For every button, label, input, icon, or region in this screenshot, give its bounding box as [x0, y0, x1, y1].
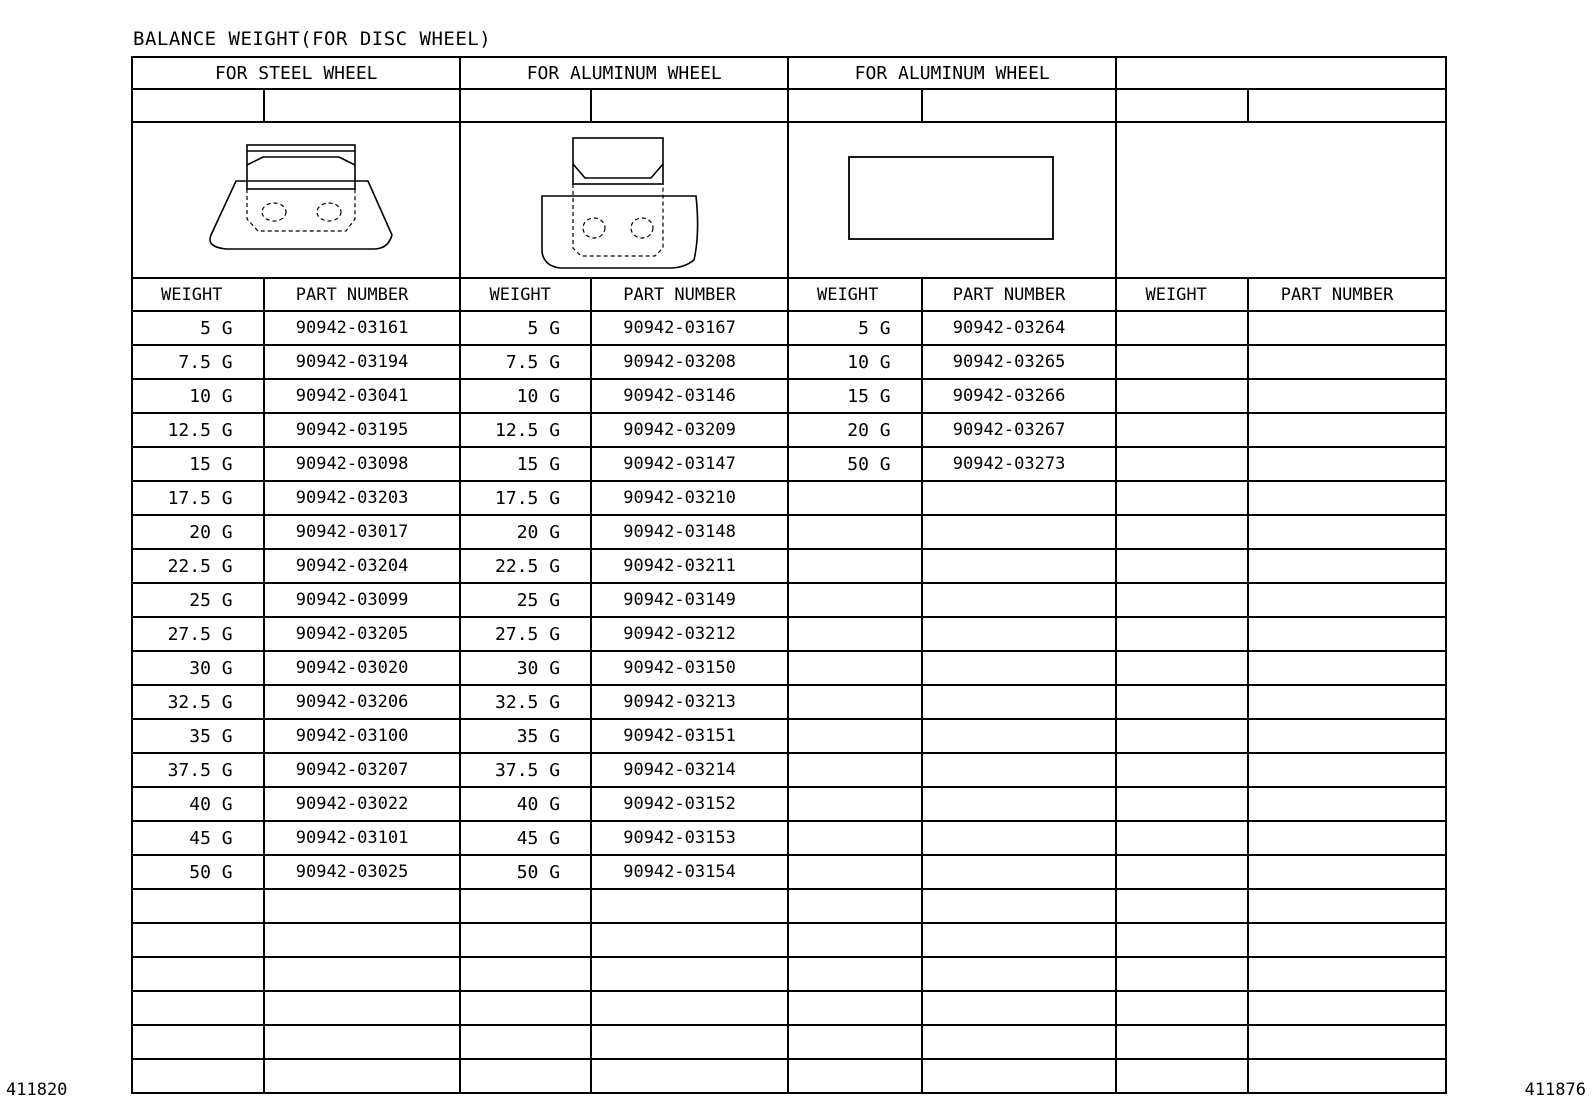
- weight-cell: 27.5 G: [132, 617, 264, 651]
- weight-cell: 5 G: [132, 311, 264, 345]
- part-number-cell: 90942-03100: [264, 719, 461, 753]
- column-header-row: [132, 278, 1446, 311]
- part-number-cell: [1248, 447, 1446, 481]
- part-number-cell: 90942-03203: [264, 481, 461, 515]
- part-number-cell: 90942-03025: [264, 855, 461, 889]
- adhesive-weight-illustration: [847, 155, 1057, 245]
- table-row: [132, 923, 1446, 957]
- weight-cell: [788, 583, 922, 617]
- col-header-part-number: PART NUMBER: [264, 278, 461, 311]
- table-row: [132, 515, 1446, 549]
- section-header-row: [132, 57, 1446, 89]
- weight-cell: 7.5 G: [132, 345, 264, 379]
- weight-cell: 40 G: [132, 787, 264, 821]
- blank-cell: [132, 89, 264, 122]
- weight-cell: [1116, 685, 1248, 719]
- part-number-cell: 90942-03208: [591, 345, 788, 379]
- weight-cell: 35 G: [132, 719, 264, 753]
- weight-cell: [460, 957, 591, 991]
- weight-cell: [1116, 787, 1248, 821]
- weight-cell: [132, 957, 264, 991]
- part-number-cell: [1248, 957, 1446, 991]
- weight-cell: 50 G: [788, 447, 922, 481]
- part-number-cell: [1248, 1025, 1446, 1059]
- weight-cell: 10 G: [788, 345, 922, 379]
- weight-cell: 20 G: [460, 515, 591, 549]
- table-row: [132, 311, 1446, 345]
- weight-cell: [460, 1059, 591, 1093]
- part-number-cell: [922, 991, 1117, 1025]
- part-number-cell: [591, 889, 788, 923]
- weight-cell: [1116, 889, 1248, 923]
- table-row: [132, 753, 1446, 787]
- weight-cell: [1116, 549, 1248, 583]
- weight-cell: 5 G: [788, 311, 922, 345]
- weight-cell: [460, 923, 591, 957]
- aluminum-weight-illustration-cell: [460, 122, 787, 278]
- part-number-cell: [591, 957, 788, 991]
- part-number-cell: 90942-03206: [264, 685, 461, 719]
- aluminum-clip-weight-illustration: [534, 130, 714, 270]
- weight-cell: [1116, 923, 1248, 957]
- part-number-cell: 90942-03022: [264, 787, 461, 821]
- weight-cell: [1116, 651, 1248, 685]
- steel-clip-weight-illustration: [196, 135, 396, 265]
- part-number-cell: [922, 651, 1117, 685]
- weight-cell: 15 G: [788, 379, 922, 413]
- part-number-cell: [1248, 413, 1446, 447]
- part-number-cell: 90942-03207: [264, 753, 461, 787]
- part-number-cell: [922, 549, 1117, 583]
- weight-cell: [788, 515, 922, 549]
- table-row: [132, 379, 1446, 413]
- part-number-cell: 90942-03267: [922, 413, 1117, 447]
- weight-cell: [1116, 753, 1248, 787]
- weight-cell: 10 G: [460, 379, 591, 413]
- part-number-cell: [1248, 821, 1446, 855]
- part-number-cell: 90942-03017: [264, 515, 461, 549]
- weight-cell: 45 G: [132, 821, 264, 855]
- weight-cell: 25 G: [132, 583, 264, 617]
- weight-cell: 30 G: [132, 651, 264, 685]
- col-header-weight: WEIGHT: [1116, 278, 1248, 311]
- part-number-cell: 90942-03265: [922, 345, 1117, 379]
- weight-cell: [460, 1025, 591, 1059]
- part-number-cell: [264, 923, 461, 957]
- drawing-code-left: 411820: [6, 1080, 68, 1100]
- part-number-cell: 90942-03020: [264, 651, 461, 685]
- weight-cell: 12.5 G: [132, 413, 264, 447]
- weight-cell: 22.5 G: [460, 549, 591, 583]
- part-number-cell: 90942-03151: [591, 719, 788, 753]
- weight-cell: 35 G: [460, 719, 591, 753]
- part-number-cell: [264, 957, 461, 991]
- weight-cell: 30 G: [460, 651, 591, 685]
- blank-cell: [1248, 89, 1446, 122]
- table-row: [132, 889, 1446, 923]
- weight-cell: [1116, 311, 1248, 345]
- part-number-cell: [922, 583, 1117, 617]
- part-number-cell: [1248, 583, 1446, 617]
- col-header-part-number: PART NUMBER: [591, 278, 788, 311]
- weight-cell: [1116, 447, 1248, 481]
- weight-cell: 17.5 G: [132, 481, 264, 515]
- weight-cell: 15 G: [460, 447, 591, 481]
- part-number-cell: [264, 1059, 461, 1093]
- section-header-aluminum-1: FOR ALUMINUM WHEEL: [460, 57, 787, 89]
- part-number-cell: [264, 889, 461, 923]
- blank-subheader-row: [132, 89, 1446, 122]
- weight-cell: [788, 1025, 922, 1059]
- part-number-cell: [1248, 889, 1446, 923]
- weight-cell: [132, 889, 264, 923]
- part-number-cell: 90942-03204: [264, 549, 461, 583]
- part-number-cell: 90942-03153: [591, 821, 788, 855]
- weight-cell: [788, 787, 922, 821]
- part-number-cell: [1248, 345, 1446, 379]
- part-number-cell: 90942-03099: [264, 583, 461, 617]
- weight-cell: [1116, 583, 1248, 617]
- table-row: [132, 413, 1446, 447]
- table-row: [132, 719, 1446, 753]
- part-number-cell: [1248, 923, 1446, 957]
- weight-cell: [1116, 413, 1248, 447]
- part-number-cell: [1248, 549, 1446, 583]
- weight-cell: [132, 923, 264, 957]
- weight-cell: [1116, 957, 1248, 991]
- illustration-row: [132, 122, 1446, 278]
- weight-cell: [1116, 345, 1248, 379]
- weight-cell: 22.5 G: [132, 549, 264, 583]
- part-number-cell: [922, 1059, 1117, 1093]
- part-number-cell: 90942-03264: [922, 311, 1117, 345]
- part-number-cell: [591, 1059, 788, 1093]
- weight-cell: [132, 1025, 264, 1059]
- part-number-cell: 90942-03150: [591, 651, 788, 685]
- empty-illustration-cell: [1116, 122, 1446, 278]
- weight-cell: [1116, 991, 1248, 1025]
- blank-cell: [460, 89, 591, 122]
- part-number-cell: [922, 515, 1117, 549]
- table-row: [132, 447, 1446, 481]
- part-number-cell: [1248, 617, 1446, 651]
- weight-cell: 7.5 G: [460, 345, 591, 379]
- part-number-cell: [264, 1025, 461, 1059]
- part-number-cell: [922, 617, 1117, 651]
- table-row: [132, 481, 1446, 515]
- col-header-weight: WEIGHT: [460, 278, 591, 311]
- part-number-cell: [1248, 515, 1446, 549]
- part-number-cell: 90942-03167: [591, 311, 788, 345]
- part-number-cell: 90942-03161: [264, 311, 461, 345]
- blank-cell: [264, 89, 461, 122]
- section-header-aluminum-2: FOR ALUMINUM WHEEL: [788, 57, 1117, 89]
- part-number-cell: [922, 821, 1117, 855]
- adhesive-weight-illustration-cell: [788, 122, 1117, 278]
- part-number-cell: 90942-03098: [264, 447, 461, 481]
- col-header-part-number: PART NUMBER: [922, 278, 1117, 311]
- part-number-cell: [922, 889, 1117, 923]
- part-number-cell: [1248, 481, 1446, 515]
- part-number-cell: 90942-03041: [264, 379, 461, 413]
- part-number-cell: [922, 923, 1117, 957]
- weight-cell: 17.5 G: [460, 481, 591, 515]
- weight-cell: 5 G: [460, 311, 591, 345]
- weight-cell: [132, 1059, 264, 1093]
- table-row: [132, 549, 1446, 583]
- table-row: [132, 1025, 1446, 1059]
- table-row: [132, 583, 1446, 617]
- part-number-cell: 90942-03154: [591, 855, 788, 889]
- part-number-cell: 90942-03211: [591, 549, 788, 583]
- weight-cell: [1116, 617, 1248, 651]
- weight-cell: [788, 651, 922, 685]
- part-number-cell: [1248, 651, 1446, 685]
- part-number-cell: 90942-03210: [591, 481, 788, 515]
- weight-cell: [788, 549, 922, 583]
- weight-cell: [788, 923, 922, 957]
- weight-cell: [788, 1059, 922, 1093]
- weight-cell: 50 G: [460, 855, 591, 889]
- section-header-steel: FOR STEEL WHEEL: [132, 57, 460, 89]
- part-number-cell: [1248, 685, 1446, 719]
- part-number-cell: [1248, 719, 1446, 753]
- weight-cell: [460, 991, 591, 1025]
- part-number-cell: [1248, 991, 1446, 1025]
- part-number-cell: [1248, 855, 1446, 889]
- part-number-cell: 90942-03148: [591, 515, 788, 549]
- table-row: [132, 651, 1446, 685]
- part-number-cell: 90942-03146: [591, 379, 788, 413]
- part-number-cell: 90942-03147: [591, 447, 788, 481]
- weight-cell: [1116, 1059, 1248, 1093]
- weight-cell: [788, 889, 922, 923]
- table-row: [132, 685, 1446, 719]
- part-number-cell: 90942-03273: [922, 447, 1117, 481]
- part-number-cell: [591, 1025, 788, 1059]
- part-number-cell: [922, 957, 1117, 991]
- weight-cell: [132, 991, 264, 1025]
- weight-cell: 37.5 G: [132, 753, 264, 787]
- weight-cell: 32.5 G: [132, 685, 264, 719]
- col-header-weight: WEIGHT: [788, 278, 922, 311]
- weight-cell: [1116, 481, 1248, 515]
- part-number-cell: [591, 991, 788, 1025]
- weight-cell: [1116, 719, 1248, 753]
- table-row: [132, 617, 1446, 651]
- weight-cell: 12.5 G: [460, 413, 591, 447]
- weight-cell: [1116, 379, 1248, 413]
- part-number-cell: 90942-03214: [591, 753, 788, 787]
- weight-cell: 20 G: [132, 515, 264, 549]
- part-number-cell: [1248, 753, 1446, 787]
- weight-cell: [788, 957, 922, 991]
- weight-cell: 40 G: [460, 787, 591, 821]
- part-number-cell: [922, 719, 1117, 753]
- weight-cell: [1116, 821, 1248, 855]
- drawing-code-right: 411876: [1524, 1080, 1586, 1100]
- part-number-cell: 90942-03266: [922, 379, 1117, 413]
- part-number-cell: 90942-03101: [264, 821, 461, 855]
- part-number-cell: [922, 787, 1117, 821]
- part-number-cell: 90942-03152: [591, 787, 788, 821]
- weight-cell: 15 G: [132, 447, 264, 481]
- weight-cell: [788, 685, 922, 719]
- weight-cell: [788, 617, 922, 651]
- weight-cell: [788, 719, 922, 753]
- part-number-cell: 90942-03149: [591, 583, 788, 617]
- table-row: [132, 787, 1446, 821]
- weight-cell: [1116, 515, 1248, 549]
- page-title: BALANCE WEIGHT(FOR DISC WHEEL): [133, 28, 492, 50]
- weight-cell: 25 G: [460, 583, 591, 617]
- weight-cell: 27.5 G: [460, 617, 591, 651]
- weight-cell: [460, 889, 591, 923]
- table-row: [132, 957, 1446, 991]
- part-number-cell: [1248, 311, 1446, 345]
- col-header-part-number: PART NUMBER: [1248, 278, 1446, 311]
- steel-weight-illustration-cell: [132, 122, 460, 278]
- part-number-cell: 90942-03212: [591, 617, 788, 651]
- blank-cell: [788, 89, 922, 122]
- part-number-cell: 90942-03195: [264, 413, 461, 447]
- weight-cell: [1116, 855, 1248, 889]
- part-number-cell: [264, 991, 461, 1025]
- weight-cell: 50 G: [132, 855, 264, 889]
- table-row: [132, 821, 1446, 855]
- part-number-cell: [922, 855, 1117, 889]
- section-header-empty: [1116, 57, 1446, 89]
- col-header-weight: WEIGHT: [132, 278, 264, 311]
- part-number-cell: [1248, 1059, 1446, 1093]
- weight-cell: 10 G: [132, 379, 264, 413]
- table-row: [132, 991, 1446, 1025]
- table-row: [132, 1059, 1446, 1093]
- weight-cell: [1116, 1025, 1248, 1059]
- part-number-cell: 90942-03209: [591, 413, 788, 447]
- balance-weight-table: [131, 56, 1447, 1094]
- part-number-cell: [922, 481, 1117, 515]
- weight-cell: 37.5 G: [460, 753, 591, 787]
- weight-cell: [788, 481, 922, 515]
- blank-cell: [591, 89, 788, 122]
- weight-cell: [788, 753, 922, 787]
- weight-cell: 45 G: [460, 821, 591, 855]
- weight-cell: [788, 855, 922, 889]
- part-number-cell: [922, 685, 1117, 719]
- part-number-cell: 90942-03205: [264, 617, 461, 651]
- part-number-cell: [922, 1025, 1117, 1059]
- weight-cell: [788, 821, 922, 855]
- weight-cell: [788, 991, 922, 1025]
- table-row: [132, 345, 1446, 379]
- blank-cell: [1116, 89, 1248, 122]
- part-number-cell: [922, 753, 1117, 787]
- part-number-cell: [591, 923, 788, 957]
- part-number-cell: 90942-03213: [591, 685, 788, 719]
- weight-cell: 20 G: [788, 413, 922, 447]
- weight-cell: 32.5 G: [460, 685, 591, 719]
- blank-cell: [922, 89, 1117, 122]
- part-number-cell: [1248, 379, 1446, 413]
- part-number-cell: [1248, 787, 1446, 821]
- table-row: [132, 855, 1446, 889]
- part-number-cell: 90942-03194: [264, 345, 461, 379]
